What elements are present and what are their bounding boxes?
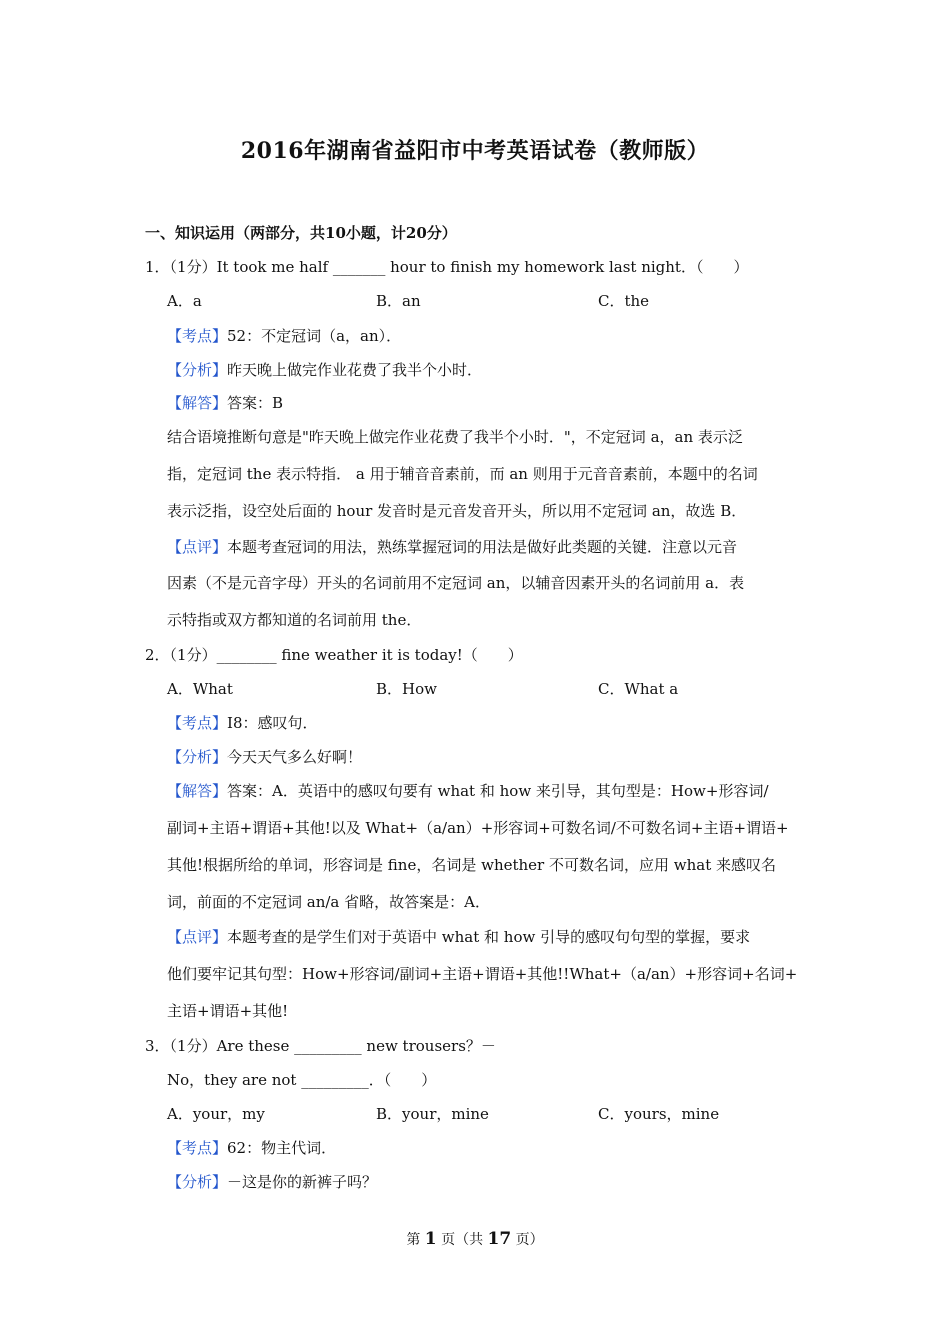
jieda-tag: 【解答】 bbox=[167, 782, 228, 800]
fenxi-tag: 【分析】 bbox=[167, 1173, 228, 1191]
question-3-option-a: A．your，my bbox=[167, 1105, 265, 1123]
dianping-line: 因素（不是元音字母）开头的名词前用不定冠词 an，以辅音因素开头的名词前用 a．表 bbox=[167, 574, 745, 592]
kaodian-tag: 【考点】 bbox=[167, 1139, 228, 1157]
fenxi-tag: 【分析】 bbox=[167, 361, 228, 379]
question-3-option-c: C．yours，mine bbox=[598, 1105, 720, 1123]
kaodian-tag: 【考点】 bbox=[167, 327, 228, 345]
footer-prefix: 第 bbox=[406, 1232, 425, 1248]
question-3-stem-continued: No，they are not _________．（ ） bbox=[167, 1071, 437, 1089]
fenxi-text: 今天天气多么好啊！ bbox=[227, 748, 363, 766]
dianping-tag: 【点评】 bbox=[167, 538, 228, 556]
question-1-dianping bbox=[167, 537, 737, 557]
kaodian-text: 52：不定冠词（a，an）． bbox=[227, 327, 402, 345]
explanation-line: 表示泛指，设空处后面的 hour 发音时是元音发音开头，所以用不定冠词 an，故选 B． bbox=[167, 502, 747, 520]
question-2-option-a: A．What bbox=[167, 680, 233, 698]
footer-page-number: 1 bbox=[424, 1229, 437, 1249]
dianping-text: 本题考查冠词的用法，熟练掌握冠词的用法是做好此类题的关键．注意以元音 bbox=[227, 538, 738, 556]
kaodian-text: I8：感叹句． bbox=[227, 714, 318, 732]
fenxi-text: 昨天晚上做完作业花费了我半个小时． bbox=[227, 361, 483, 379]
dianping-text: 本题考查的是学生们对于英语中 what 和 how 引导的感叹句句型的掌握，要求 bbox=[227, 928, 751, 946]
dianping-line: 他们要牢记其句型：How+形容词/副词+主语+谓语+其他!!What+（a/an）+形容词+名词+ bbox=[167, 965, 798, 983]
question-2-jieda bbox=[167, 781, 769, 801]
question-1-option-c: C．the bbox=[598, 292, 650, 310]
jieda-text: 答案：A．英语中的感叹句要有 what 和 how 来引导，其句型是：How+形容词/ bbox=[227, 782, 769, 800]
section-heading: 一、知识运用（两部分，共10小题，计20分） bbox=[145, 224, 457, 242]
jieda-line: 词，前面的不定冠词 an/a 省略，故答案是：A． bbox=[167, 893, 490, 911]
question-2-stem: 2．（1分）________ fine weather it is today!（ ） bbox=[145, 646, 523, 664]
dianping-line: 示特指或双方都知道的名词前用 the． bbox=[167, 611, 422, 629]
jieda-tag: 【解答】 bbox=[167, 394, 228, 412]
explanation-line: 结合语境推断句意是"昨天晚上做完作业花费了我半个小时．"，不定冠词 a，an 表示泛 bbox=[167, 428, 743, 446]
explanation-line: 指，定冠词 the 表示特指． a 用于辅音音素前，而 an 则用于元音音素前，本题中的名词 bbox=[167, 465, 758, 483]
question-1-kaodian bbox=[167, 326, 401, 346]
question-2-option-c: C．What a bbox=[598, 680, 679, 698]
question-3-kaodian bbox=[167, 1138, 336, 1158]
question-3-fenxi bbox=[167, 1172, 377, 1192]
question-3-option-b: B．your，mine bbox=[376, 1105, 489, 1123]
footer-suffix: 页） bbox=[511, 1232, 544, 1248]
question-1-option-b: B．an bbox=[376, 292, 421, 310]
question-1-option-a: A．a bbox=[167, 292, 202, 310]
dianping-line: 主语+谓语+其他! bbox=[167, 1002, 289, 1020]
question-2-kaodian bbox=[167, 713, 318, 733]
question-1-fenxi bbox=[167, 360, 482, 380]
question-1-jieda bbox=[167, 393, 283, 413]
question-2-option-b: B．How bbox=[376, 680, 437, 698]
question-2-dianping bbox=[167, 927, 750, 947]
footer-total-pages: 17 bbox=[487, 1229, 512, 1249]
page-footer bbox=[0, 1229, 950, 1249]
jieda-line: 其他!根据所给的单词，形容词是 fine，名词是 whether 不可数名词，应用 what 来感叹名 bbox=[167, 856, 776, 874]
fenxi-tag: 【分析】 bbox=[167, 748, 228, 766]
kaodian-text: 62：物主代词． bbox=[227, 1139, 337, 1157]
jieda-text: 答案：B bbox=[227, 394, 284, 412]
question-2-fenxi bbox=[167, 747, 362, 767]
question-1-stem: 1．（1分）It took me half _______ hour to finish my homework last night．（ ） bbox=[145, 258, 749, 276]
kaodian-tag: 【考点】 bbox=[167, 714, 228, 732]
question-3-stem: 3．（1分）Are these _________ new trousers？－ bbox=[145, 1037, 496, 1055]
dianping-tag: 【点评】 bbox=[167, 928, 228, 946]
jieda-line: 副词+主语+谓语+其他!以及 What+（a/an）+形容词+可数名词/不可数名词+主语+谓语+ bbox=[167, 819, 789, 837]
page-title: 2016年湖南省益阳市中考英语试卷（教师版） bbox=[240, 138, 710, 164]
fenxi-text: －这是你的新裤子吗？ bbox=[227, 1173, 378, 1191]
footer-middle: 页（共 bbox=[436, 1232, 488, 1248]
